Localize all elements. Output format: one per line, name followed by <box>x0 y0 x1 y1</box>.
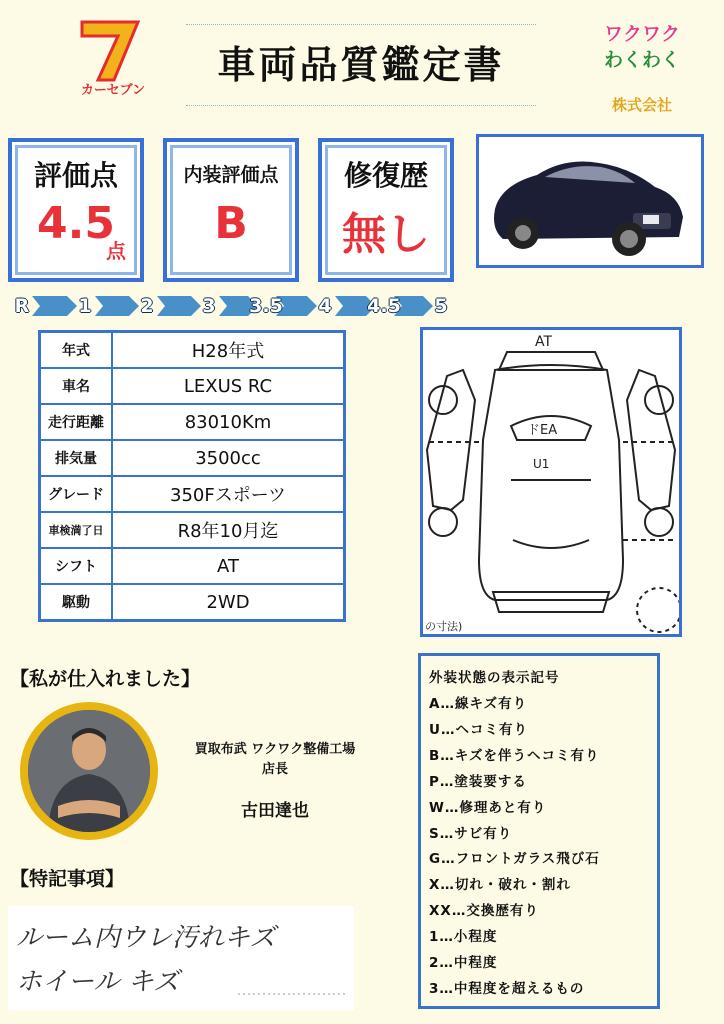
legend-item: G…フロントガラス飛び石 <box>429 851 600 868</box>
legend-item: XX…交換歴有り <box>429 903 539 920</box>
scale-grade: 4 <box>318 295 332 317</box>
scale-grade: 3.5 <box>249 295 283 317</box>
legend-item: B…キズを伴うヘコミ有り <box>429 747 600 764</box>
repair-history-value: 無し <box>342 209 430 260</box>
legend-item: 3…中程度を超えるもの <box>429 980 585 997</box>
spec-row <box>40 548 345 584</box>
spec-key: 年式 <box>40 332 113 369</box>
scale-grade: 3 <box>202 295 216 317</box>
svg-text:株式会社: 株式会社 <box>611 96 673 114</box>
scale-grade: 5 <box>434 295 448 317</box>
svg-text:わくわく: わくわく <box>603 49 681 71</box>
spec-row <box>40 512 345 548</box>
title-banner <box>186 24 536 106</box>
evaluation-label: 評価点 <box>33 159 118 192</box>
scale-segment <box>157 296 201 316</box>
handwritten-notes <box>8 906 354 1010</box>
staff-avatar <box>20 702 158 840</box>
legend-item: W…修理あと有り <box>429 799 547 816</box>
scale-grade: 4.5 <box>367 295 401 317</box>
legend-item: U…ヘコミ有り <box>429 721 528 738</box>
spec-value: R8年10月迄 <box>112 512 345 548</box>
interior-value: B <box>214 198 248 249</box>
spec-row <box>40 404 345 440</box>
svg-text:U1: U1 <box>533 457 550 471</box>
interior-label: 内装評価点 <box>183 164 279 186</box>
legend-item: A…線キズ有り <box>429 696 528 712</box>
interior-score-box <box>163 138 299 282</box>
scale-grade: 1 <box>78 295 92 317</box>
evaluation-score-box <box>8 138 144 282</box>
evaluation-unit: 点 <box>106 239 126 263</box>
legend-item: 2…中程度 <box>429 955 498 971</box>
wakuwaku-logo <box>586 14 698 118</box>
legend-item: S…サビ有り <box>429 825 513 842</box>
spec-value: AT <box>112 548 345 584</box>
spec-row <box>40 332 345 369</box>
spec-value: 83010Km <box>112 404 345 440</box>
scale-grade: 2 <box>140 295 154 317</box>
spec-row <box>40 584 345 621</box>
scale-segment <box>95 296 139 316</box>
notes-section-title: 【特記事項】 <box>10 868 125 890</box>
damage-legend <box>418 653 660 1009</box>
repair-history-label: 修復歴 <box>343 159 428 192</box>
svg-text:AT: AT <box>535 334 553 350</box>
svg-text:の寸法): の寸法) <box>425 620 463 633</box>
evaluation-value: 4.5 <box>37 198 115 249</box>
spec-value: 350Fスポーツ <box>112 476 345 512</box>
spec-value: H28年式 <box>112 332 345 369</box>
spec-key: 駆動 <box>40 584 113 621</box>
svg-text:ホイール キズ: ホイール キズ <box>16 967 180 997</box>
page-title: 車両品質鑑定書 <box>217 43 505 87</box>
legend-title: 外装状態の表示記号 <box>429 670 560 686</box>
car-photo <box>476 134 704 268</box>
legend-item: 1…小程度 <box>429 929 498 946</box>
spec-value: LEXUS RC <box>112 368 345 404</box>
spec-key: 排気量 <box>40 440 113 476</box>
staff-role: 店長 <box>261 762 288 777</box>
svg-text:ドEA: ドEA <box>527 423 558 438</box>
buyer-section-title: 【私が仕入れました】 <box>10 668 201 690</box>
staff-shop <box>160 740 390 780</box>
legend-item: X…切れ・破れ・割れ <box>429 877 571 894</box>
spec-value: 2WD <box>112 584 345 621</box>
staff-name: 古田達也 <box>241 801 309 821</box>
car-seven-logo <box>68 18 158 98</box>
scale-segment <box>32 296 77 316</box>
spec-key: シフト <box>40 548 113 584</box>
spec-key: 走行距離 <box>40 404 113 440</box>
svg-text:カーセブン: カーセブン <box>80 83 146 98</box>
spec-key: グレード <box>40 476 113 512</box>
legend-item: P…塗装要する <box>429 773 527 790</box>
grade-scale <box>0 292 468 320</box>
spec-row <box>40 476 345 512</box>
spec-key: 車検満了日 <box>40 512 113 548</box>
shop-name: 買取布武 ワクワク整備工場 <box>194 742 356 757</box>
spec-row <box>40 368 345 404</box>
spec-key: 車名 <box>40 368 113 404</box>
spec-value: 3500cc <box>112 440 345 476</box>
svg-text:ルーム内ウレ汚れキズ: ルーム内ウレ汚れキズ <box>16 923 276 953</box>
scale-grade: R <box>14 295 30 317</box>
spec-table <box>38 330 346 622</box>
car-damage-diagram <box>420 327 682 637</box>
svg-text:ワクワク: ワクワク <box>603 23 681 45</box>
repair-history-box <box>318 138 454 282</box>
spec-row <box>40 440 345 476</box>
